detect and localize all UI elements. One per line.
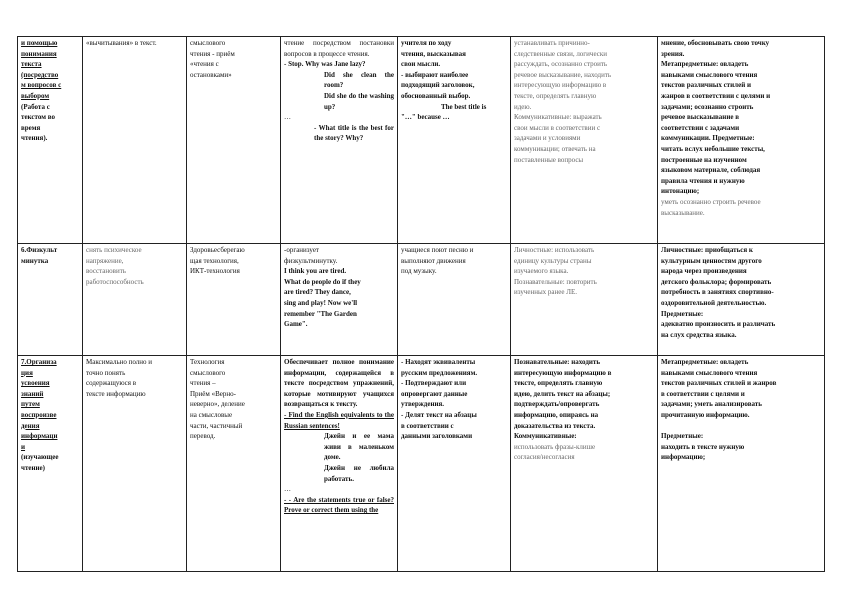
lesson-plan-table <box>17 36 825 572</box>
table-row-physical-break <box>18 244 825 356</box>
goal-cell: Максимально полно и точно понять содержащуюся в тексте информацию <box>83 356 187 572</box>
technology-cell: Здоровьесберегаю щая технология, ИКТ-технология <box>187 244 281 356</box>
uud-cell: Познавательные: находить интересующую информацию в тексте, определять главную идею, делить текст на абзацы; подтверждать/опровергать информацию, опираясь на доказательства из текста. Коммуникативные: использовать фразы-клише согласия/несогласия <box>511 356 658 572</box>
technology-cell: Технология смыслового чтения – Приём «Верно- неверно», деление на смысловые части, частичный перевод. <box>187 356 281 572</box>
stage-cell: 7.Организа ция усвоения знаний путем воспроизве дения информаци и (изучающее чтение) <box>18 356 83 572</box>
uud-cell: устанавливать причинно- следственные связи, логически рассуждать, осознанно строить речевое высказывание, находить интересующую информацию в тексте, определять главную идею. Коммуникативные: выражать свои мысли в соответствии с задачами и условиями коммуникации; отвечать на поставленные вопросы <box>511 37 658 244</box>
student-activity-cell: - Находят эквиваленты русским предложениям. - Подтверждают или опровергают данные утверждения. - Делят текст на абзацы в соответствии с данными заголовками <box>398 356 511 572</box>
student-activity-cell: учителя по ходу чтения, высказывая свои мысли. - выбирают наиболее подходящий заголовок, обоснованный выбор. The best title is "…" because … <box>398 37 511 244</box>
goal-cell: снять психическое напряжение, восстановить работоспособность <box>83 244 187 356</box>
results-cell: Личностные: приобщаться к культурным ценностям другого народа через произведения детского фольклора; формировать потребность в занятиях спортивно- оздоровительной деятельностью. Предметные: адекватно произносить и различать на слух средства языка. <box>658 244 825 356</box>
table-row-study-reading <box>18 356 825 572</box>
results-cell: Метапредметные: овладеть навыками смыслового чтения текстов различных стилей и жанров в соответствии с целями и задачами; уметь анализировать прочитанную информацию. Предметные: находить в тексте нужную информацию; <box>658 356 825 572</box>
teacher-activity-cell: Обеспечивает полное понимание информации, содержащейся в тексте посредством упражнений, которые мотивируют учащихся возвращаться к тексту. - Find the English equivalents to the Russian sentences! Джейн и ее мама живи в маленьком доме. Джейн не любила работать. … - - Are the statements true or false? Prove or correct them using the <box>281 356 398 572</box>
stage-cell: 6.Физкульт минутка <box>18 244 83 356</box>
table-row-reading <box>18 37 825 244</box>
student-activity-cell: учащиеся поют песню и выполняют движения под музыку. <box>398 244 511 356</box>
goal-cell: «вычитывания» в текст. <box>83 37 187 244</box>
teacher-activity-cell: чтение посредством постановки вопросов в процессе чтения. - Stop. Why was Jane lazy? Did she clean the room? Did she do the washing up? … - What title is the best for the story? Why? <box>281 37 398 244</box>
technology-cell: смыслового чтения - приём «чтения с остановками» <box>187 37 281 244</box>
teacher-activity-cell: -организует физкультминутку. I think you are tired. What do people do if they are tired? They dance, sing and play! Now we'll remember "The Garden Game". <box>281 244 398 356</box>
results-cell: мнение, обосновывать свою точку зрения. Метапредметные: овладеть навыками смыслового чтения текстов различных стилей и жанров в соответствии с целями и задачами; осознанно строить речевое высказывание в соответствии с задачами коммуникации. Предметные: читать вслух небольшие тексты, построенные на изученном языковом материале, соблюдая правила чтения и нужную интонацию; уметь осознанно строить речевое высказывание. <box>658 37 825 244</box>
uud-cell: Личностные: использовать единицу культуры страны изучаемого языка. Познавательные: повторить изученных ранее ЛЕ. <box>511 244 658 356</box>
stage-cell: и помощью понимания текста (посредство м вопросов с выбором (Работа с текстом во время чтения). <box>18 37 83 244</box>
